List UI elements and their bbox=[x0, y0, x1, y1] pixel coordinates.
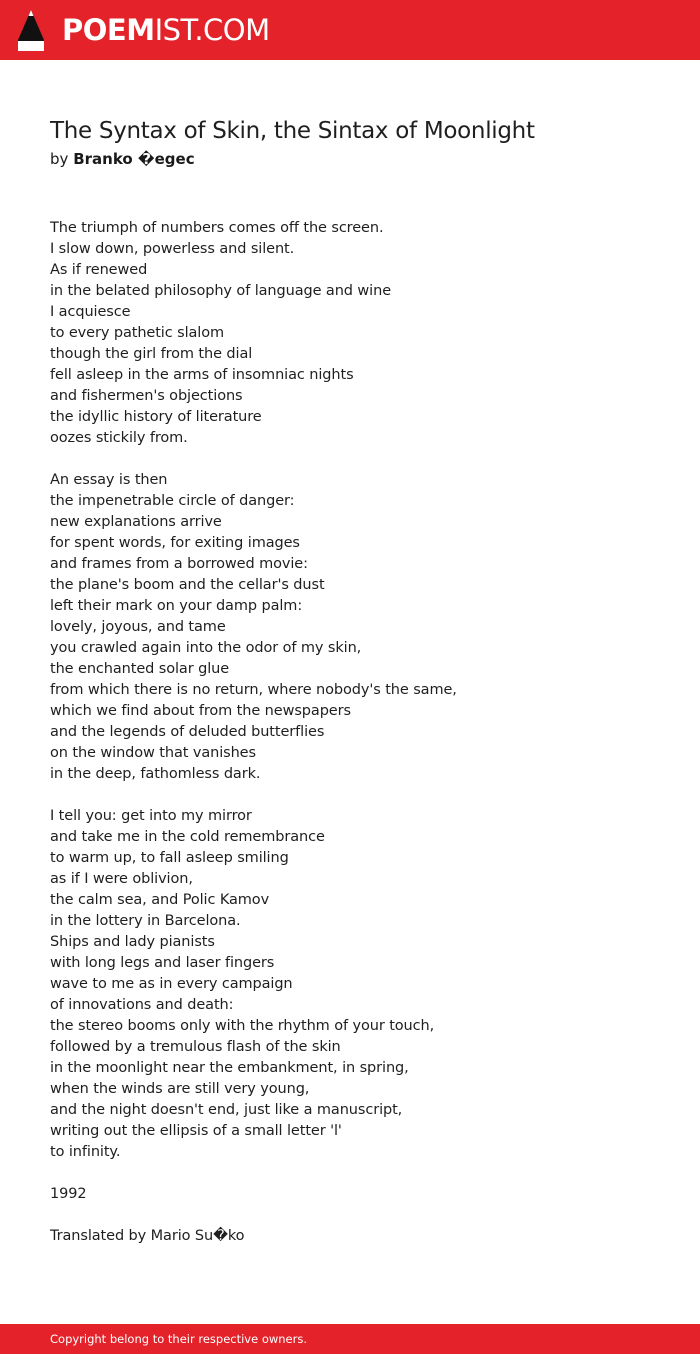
poem-line: I acquiesce bbox=[50, 304, 131, 320]
poem-line: and fishermen's objections bbox=[50, 388, 243, 404]
poem-line: the plane's boom and the cellar's dust bbox=[50, 577, 325, 593]
logo-bold-text: POEM bbox=[62, 13, 155, 47]
poem-line: the calm sea, and Polic Kamov bbox=[50, 892, 270, 908]
poem-stanza bbox=[50, 806, 670, 1163]
poem-line: and the legends of deluded butterflies bbox=[50, 724, 325, 740]
poem-line: the enchanted solar glue bbox=[50, 661, 230, 677]
poem-line: for spent words, for exiting images bbox=[50, 535, 300, 551]
poem-line: on the window that vanishes bbox=[50, 745, 256, 761]
poem-line: An essay is then bbox=[50, 472, 168, 488]
poem-stanzas bbox=[50, 218, 670, 1163]
poem-line: As if renewed bbox=[50, 262, 148, 278]
logo-light-text: IST.COM bbox=[154, 13, 270, 47]
poem-line: lovely, joyous, and tame bbox=[50, 619, 226, 635]
byline bbox=[50, 148, 195, 170]
poem-line: when the winds are still very young, bbox=[50, 1081, 310, 1097]
poem-line: the impenetrable circle of danger: bbox=[50, 493, 295, 509]
poem-line: I slow down, powerless and silent. bbox=[50, 241, 295, 257]
poem-line: new explanations arrive bbox=[50, 514, 222, 530]
poem-line: which we find about from the newspapers bbox=[50, 703, 351, 719]
poem-line: with long legs and laser fingers bbox=[50, 955, 275, 971]
poem-stanza bbox=[50, 470, 670, 785]
poem-translator: Translated by Mario Su�ko bbox=[50, 1228, 245, 1244]
poem-line: left their mark on your damp palm: bbox=[50, 598, 303, 614]
poem-line: in the deep, fathomless dark. bbox=[50, 766, 261, 782]
poem-line: though the girl from the dial bbox=[50, 346, 253, 362]
poem-line: in the belated philosophy of language and wine bbox=[50, 283, 392, 299]
poem-line: you crawled again into the odor of my skin, bbox=[50, 640, 362, 656]
poem-line: and take me in the cold remembrance bbox=[50, 829, 325, 845]
poem-line: of innovations and death: bbox=[50, 997, 234, 1013]
pencil-tip-icon[interactable] bbox=[16, 10, 46, 52]
poem-line: followed by a tremulous flash of the skin bbox=[50, 1039, 341, 1055]
poem-title: The Syntax of Skin, the Sintax of Moonlight bbox=[50, 118, 535, 144]
poem-line: the idyllic history of literature bbox=[50, 409, 262, 425]
poem-line: The triumph of numbers comes off the screen. bbox=[50, 220, 384, 236]
poem-line: and the night doesn't end, just like a manuscript, bbox=[50, 1102, 403, 1118]
poem-body bbox=[50, 218, 670, 1268]
site-logo[interactable] bbox=[62, 13, 270, 47]
poem-line: from which there is no return, where nobody's the same, bbox=[50, 682, 457, 698]
poem-line: writing out the ellipsis of a small letter 'l' bbox=[50, 1123, 342, 1139]
poem-line: to infinity. bbox=[50, 1144, 121, 1160]
by-prefix: by bbox=[50, 150, 69, 168]
poem-line: wave to me as in every campaign bbox=[50, 976, 293, 992]
poem-line: Ships and lady pianists bbox=[50, 934, 215, 950]
poem-line: in the lottery in Barcelona. bbox=[50, 913, 241, 929]
poem-line: to warm up, to fall asleep smiling bbox=[50, 850, 289, 866]
poem-line: oozes stickily from. bbox=[50, 430, 188, 446]
poem-line: fell asleep in the arms of insomniac nights bbox=[50, 367, 354, 383]
poem-line: I tell you: get into my mirror bbox=[50, 808, 252, 824]
poem-line: as if I were oblivion, bbox=[50, 871, 193, 887]
poem-line: and frames from a borrowed movie: bbox=[50, 556, 308, 572]
site-header bbox=[0, 0, 700, 60]
poem-line: in the moonlight near the embankment, in spring, bbox=[50, 1060, 409, 1076]
poem-line: to every pathetic slalom bbox=[50, 325, 225, 341]
poem-line: the stereo booms only with the rhythm of your touch, bbox=[50, 1018, 435, 1034]
poem-stanza bbox=[50, 218, 670, 449]
site-footer bbox=[0, 1324, 700, 1354]
copyright-text: Copyright belong to their respective owners. bbox=[50, 1332, 308, 1346]
author-name[interactable]: Branko �egec bbox=[73, 150, 195, 168]
poem-year: 1992 bbox=[50, 1186, 87, 1202]
